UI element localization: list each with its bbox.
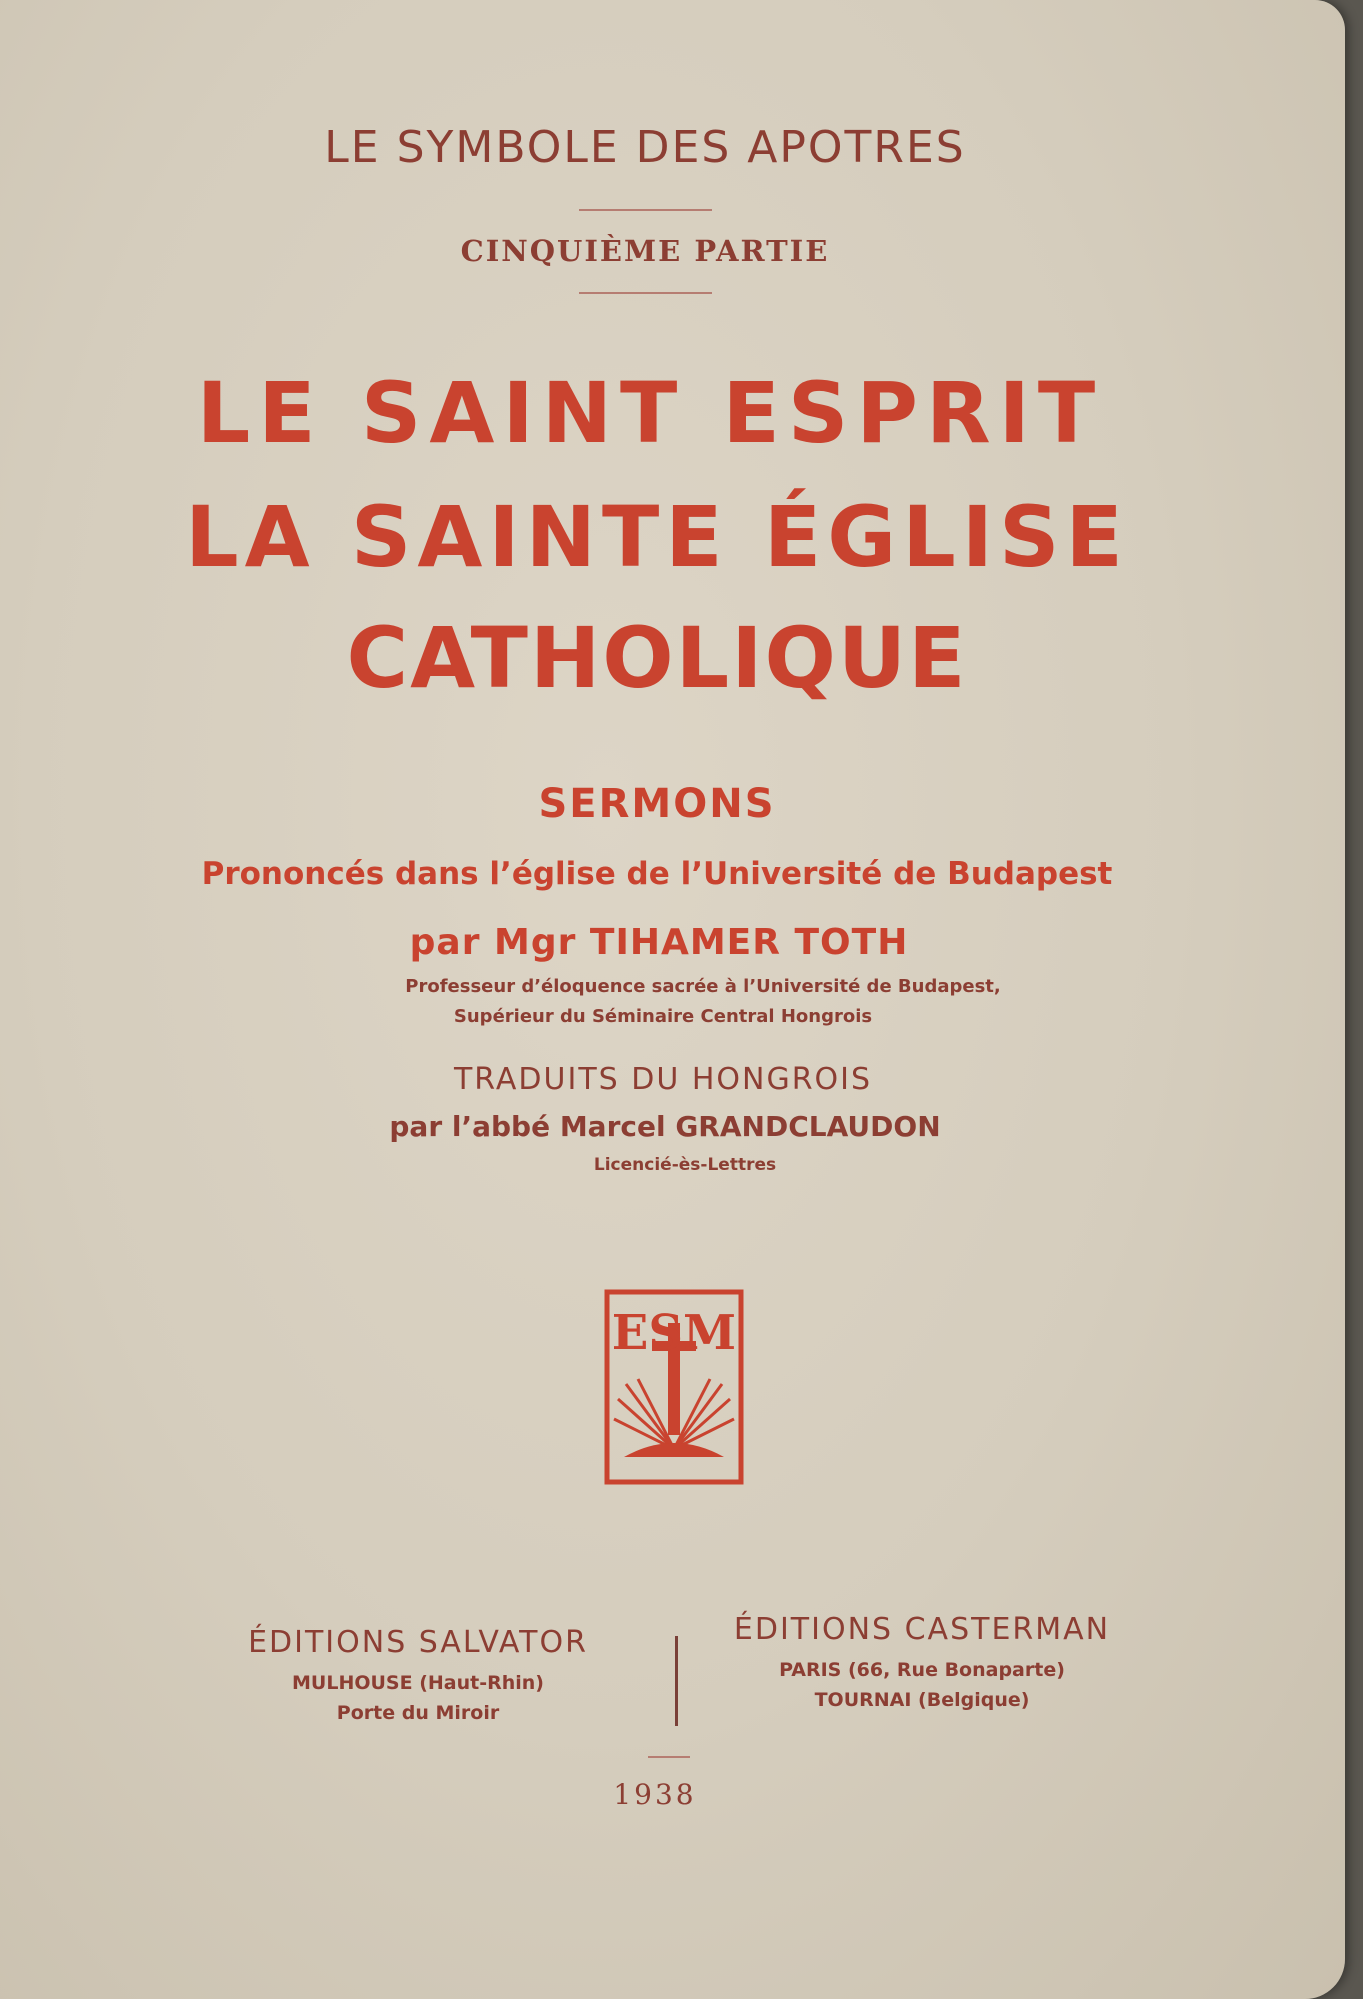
publisher-right-line1: PARIS (66, Rue Bonaparte) [779, 1659, 1065, 1681]
logo-monogram: ESM [611, 1305, 737, 1361]
publisher-left-name: ÉDITIONS SALVATOR [248, 1625, 588, 1660]
publisher-left [228, 1625, 608, 1728]
publisher-right-name: ÉDITIONS CASTERMAN [733, 1612, 1111, 1647]
translator-line: par l’abbé Marcel GRANDCLAUDON [389, 1110, 941, 1143]
publisher-separator [675, 1636, 678, 1726]
publisher-left-line1: MULHOUSE (Haut-Rhin) [292, 1672, 544, 1694]
publisher-right-line2: TOURNAI (Belgique) [814, 1689, 1030, 1711]
publisher-right [722, 1612, 1122, 1715]
title-line-3: CATHOLIQUE [346, 609, 968, 707]
publication-year: 1938 [613, 1778, 697, 1811]
author-byline: par Mgr TIHAMER TOTH [409, 922, 909, 963]
translation-heading: TRADUITS DU HONGROIS [453, 1062, 873, 1097]
publisher-logo [604, 1289, 744, 1485]
year-divider [648, 1756, 690, 1758]
author-role-2: Supérieur du Séminaire Central Hongrois [453, 1006, 873, 1027]
divider-bottom [579, 292, 712, 294]
title-line-1: LE SAINT ESPRIT [196, 364, 1104, 462]
part-label: CINQUIÈME PARTIE [460, 234, 830, 268]
translator-degree: Licencié-ès-Lettres [593, 1155, 777, 1175]
divider-top [579, 209, 712, 211]
series-title: LE SYMBOLE DES APOTRES [324, 122, 966, 173]
subtitle: SERMONS [538, 781, 776, 827]
delivered-line: Prononcés dans l’église de l’Université de Budapest [201, 856, 1113, 892]
publisher-left-line2: Porte du Miroir [336, 1702, 500, 1724]
author-role-1: Professeur d’éloquence sacrée à l’Université de Budapest, [405, 976, 1001, 997]
title-line-2: LA SAINTE ÉGLISE [185, 488, 1129, 586]
